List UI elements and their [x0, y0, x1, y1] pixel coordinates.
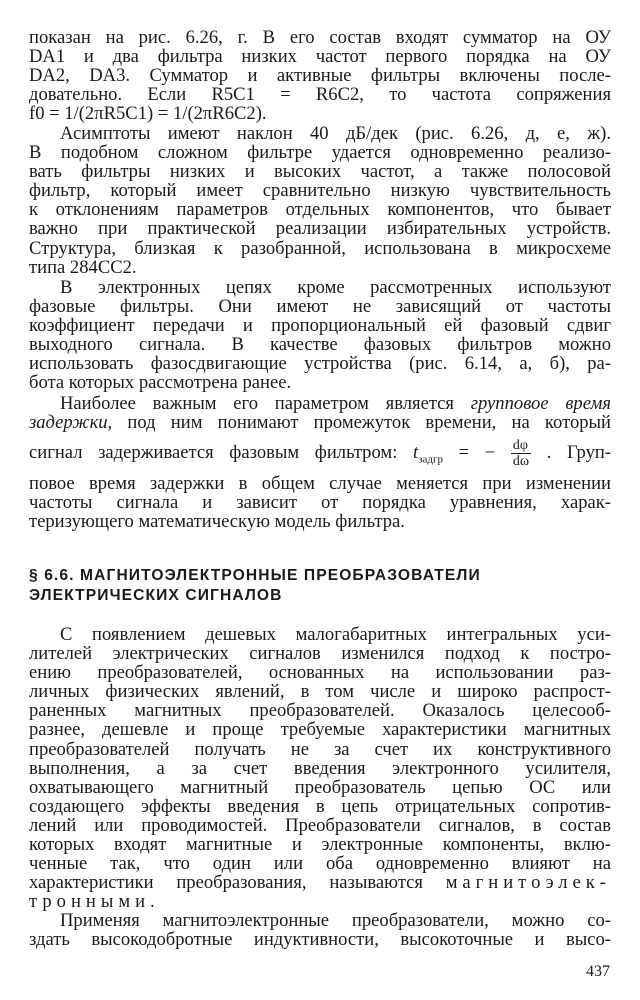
paragraph-6 [29, 911, 611, 949]
text-line: показан на рис. 6.26, г. В его состав входят сумматор на ОУ [29, 27, 611, 48]
text-line: которых входят магнитные и электронные компоненты, вклю- [29, 834, 611, 856]
text-line: С появлением дешевых малогабаритных интегральных уси- [60, 624, 611, 645]
formula-line [29, 432, 611, 474]
text-line: Асимптоты имеют наклон 40 дБ/дек (рис. 6.26, д, е, ж). [60, 123, 611, 144]
paragraph-2 [29, 124, 611, 277]
text-run: характеристики преобразования, называются [29, 872, 423, 894]
text-line: Структура, близкая к разобранной, использована в микросхеме [29, 237, 611, 259]
group-delay-formula [412, 438, 547, 470]
heading-line: § 6.6. МАГНИТОЭЛЕКТРОННЫЕ ПРЕОБРАЗОВАТЕЛИ [29, 567, 481, 584]
text-line: выходного сигнала. В качестве фазовых фильтров можно [29, 334, 611, 356]
text-line: фазовые фильтры. Они имеют не зависящий от частоты [29, 296, 611, 318]
text-run: . Груп- [546, 442, 612, 464]
text-line: В электронных цепях кроме рассмотренных используют [60, 277, 611, 298]
text-line: типа 284СС2. [29, 256, 137, 278]
text-line: разнее, дешевле и проще требуемые характеристики магнитных [29, 719, 611, 741]
fraction-denominator: dω [512, 454, 530, 470]
text-line: ению преобразователей, основанных на использовании раз- [29, 662, 611, 684]
spaced-term: тронными. [29, 891, 160, 913]
text-line: раненных магнитных преобразователей. Оказалось целесооб- [29, 700, 611, 722]
derivative-fraction [511, 438, 531, 469]
formula-subscript: задгр [418, 453, 443, 466]
text-line: DA1 и два фильтра низких частот первого порядка на ОУ [29, 46, 611, 68]
text-line: лений или проводимостей. Преобразователи сигналов, в состав [29, 814, 611, 836]
spaced-term: магнитоэлек- [445, 872, 611, 894]
text-run: под ним понимают промежуток времени, на который [127, 412, 611, 434]
text-line: В подобном сложном фильтре удается одновременно реализо- [29, 142, 611, 164]
text-line: Применяя магнитоэлектронные преобразователи, можно со- [60, 910, 611, 931]
text-line: фильтр, который имеет сравнительно низкую чувствительность [29, 180, 611, 202]
paragraph-3 [29, 278, 611, 393]
section-heading [29, 566, 611, 606]
text-line: теризующего математическую модель фильтра. [29, 511, 405, 533]
text-line: DA2, DA3. Сумматор и активные фильтры включены после- [29, 65, 611, 87]
text-run: Наиболее важным его параметром является [60, 393, 454, 414]
text-line [29, 873, 611, 892]
text-line: здать высокодобротные индуктивности, высокоточные и высо- [29, 929, 611, 951]
text-line: вать фильтры низких и высоких частот, а также полосовой [29, 161, 611, 183]
text-line: ченные так, что один или оба одновременно влияют на [29, 853, 611, 875]
text-line: частоты сигнала и зависит от порядка уравнения, харак- [29, 492, 611, 514]
text-line: к отклонениям параметров отдельных компонентов, что бывает [29, 199, 611, 221]
text-line: повое время задержки в общем случае меняется при изменении [29, 473, 611, 495]
text-line: выполнения, а за счет введения электронного усилителя, [29, 757, 611, 779]
text-line: создающего эффекты введения в цепь отрицательных сопротив- [29, 795, 611, 817]
text-run: сигнал задерживается фазовым фильтром: [29, 442, 398, 464]
formula-equals: = − [458, 442, 496, 464]
text-line: коэффициент передачи и пропорциональный ей фазовый сдвиг [29, 315, 611, 337]
paragraph-5 [29, 625, 611, 911]
text-line: преобразователей получать не за счет их конструктивного [29, 738, 611, 760]
text-line: использовать фазосдвигающие устройства (рис. 6.14, а, б), ра- [29, 353, 611, 375]
formula-symbol: t [412, 442, 419, 464]
text-line: довательно. Если R5C1 = R6C2, то частота сопряжения [29, 84, 611, 106]
paragraph-4 [29, 394, 611, 531]
text-line: бота которых рассмотрена ранее. [29, 372, 292, 394]
emphasis-text: задержки, [29, 412, 113, 434]
text-line: f0 = 1/(2πR5C1) = 1/(2πR6C2). [29, 103, 267, 125]
paragraph-1 [29, 28, 611, 123]
page-number: 437 [586, 963, 610, 980]
text-line: личных физических явлений, в том числе и широко распрост- [29, 681, 611, 703]
text-line: лителей электрических сигналов изменился подход к постро- [29, 643, 611, 665]
text-line: охватывающего магнитный преобразователь цепью ОС или [29, 776, 611, 798]
text-line: важно при практической реализации избирательных устройств. [29, 218, 611, 240]
text-line [29, 394, 611, 413]
text-line [29, 413, 611, 432]
emphasis-text: групповое время [470, 393, 611, 414]
fraction-numerator: dφ [511, 438, 531, 454]
heading-line: ЭЛЕКТРИЧЕСКИХ СИГНАЛОВ [29, 587, 283, 604]
